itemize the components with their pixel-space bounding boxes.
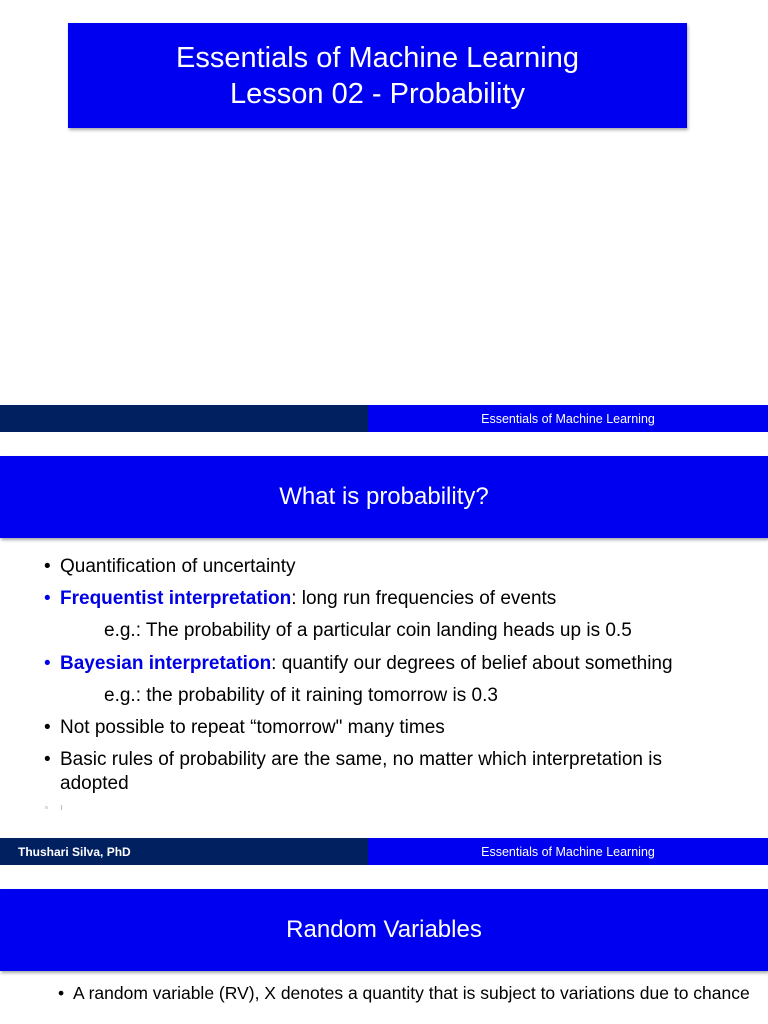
slide2-bullet-2 <box>44 587 744 611</box>
bullet-dot: • <box>44 717 51 738</box>
frequentist-desc: : long run frequencies of events <box>291 588 557 609</box>
slide2-footer-left <box>0 838 368 865</box>
stray-mark <box>45 806 48 809</box>
bullet-dot: • <box>44 653 51 674</box>
slide1-title-line1: Essentials of Machine Learning <box>175 41 579 74</box>
slide2-example-1: e.g.: The probability of a particular coin landing heads up is 0.5 <box>104 620 632 641</box>
slide2-bullet-5 <box>44 748 734 796</box>
stray-mark <box>61 805 62 810</box>
bullet-dot: • <box>44 556 51 577</box>
slide2-footer-right <box>368 838 768 865</box>
slide2-title: What is probability? <box>279 483 489 510</box>
slide1-title-box <box>68 23 687 128</box>
slide3-title: Random Variables <box>286 916 482 943</box>
slide2-author: Thushari Silva, PhD <box>18 844 131 859</box>
slide1-footer-right <box>368 405 768 432</box>
bullet-dot: • <box>58 983 65 1003</box>
bullet-text: A random variable (RV), X denotes a quantity that is subject to variations due to chance <box>73 983 750 1003</box>
bullet-text: Not possible to repeat “tomorrow" many times <box>60 717 445 738</box>
bayesian-desc: : quantify our degrees of belief about something <box>271 653 673 674</box>
slide2-footer-course: Essentials of Machine Learning <box>481 844 655 859</box>
bayesian-term: Bayesian interpretation <box>60 653 272 674</box>
slide2-example-2: e.g.: the probability of it raining tomorrow is 0.3 <box>104 685 498 706</box>
slide2-bullet-3 <box>44 652 764 676</box>
slide1-footer-course: Essentials of Machine Learning <box>481 411 655 426</box>
slide3-title-box <box>0 889 768 971</box>
bullet-dot: • <box>44 588 51 609</box>
slide2-bullet-1 <box>44 555 744 579</box>
bullet-dot: • <box>44 749 51 770</box>
bullet-text: Basic rules of probability are the same, no matter which interpretation is adopted <box>60 749 662 794</box>
slide2-bullet-4 <box>44 716 744 740</box>
slide2-title-box <box>0 456 768 538</box>
slide1-footer-left <box>0 405 368 432</box>
bullet-text: Quantification of uncertainty <box>60 556 296 577</box>
frequentist-term: Frequentist interpretation <box>60 588 292 609</box>
slide3-bullet-1 <box>58 983 758 1004</box>
slide1-title-line2: Lesson 02 - Probability <box>230 77 525 110</box>
